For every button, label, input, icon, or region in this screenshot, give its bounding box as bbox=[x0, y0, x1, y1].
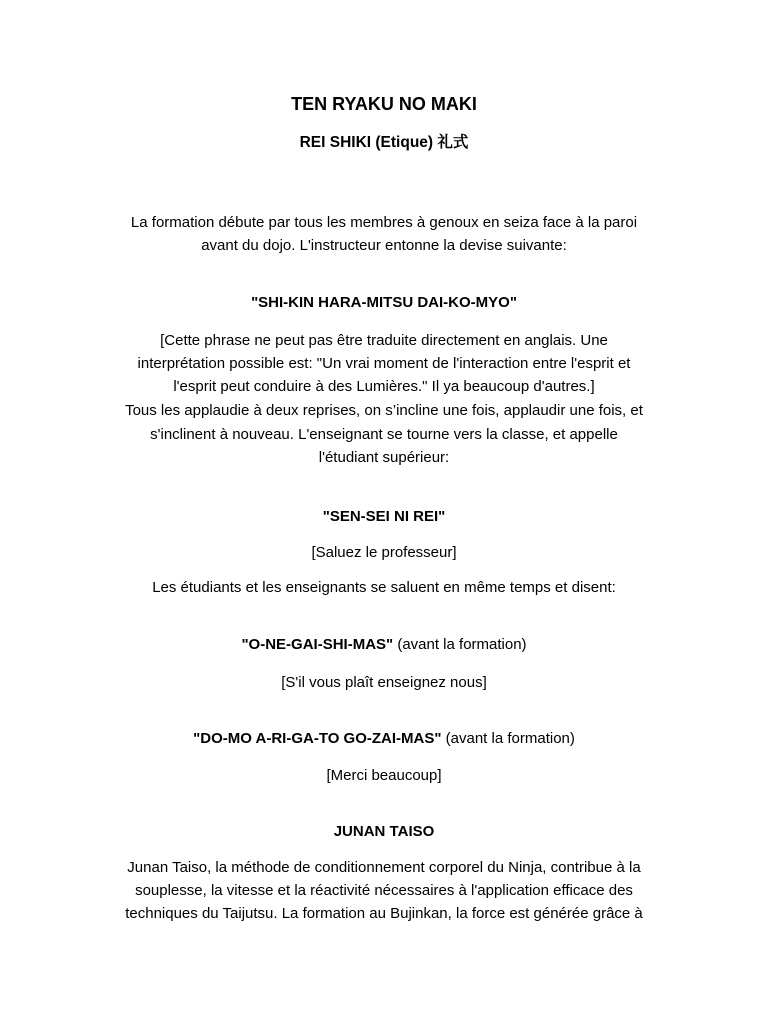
phrase-1-japanese: "O-NE-GAI-SHI-MAS" bbox=[241, 636, 394, 653]
sensei-translation: [Saluez le professeur] bbox=[311, 544, 457, 561]
motto: "SHI-KIN HARA-MITSU DAI-KO-MYO" bbox=[251, 294, 517, 311]
junan-line: souplesse, la vitesse et la réactivité nécessaires à l'application efficace des bbox=[135, 882, 633, 899]
phrase-2 bbox=[80, 727, 688, 750]
translation-line: interprétation possible est: "Un vrai moment de l'interaction entre l'esprit et bbox=[137, 355, 631, 372]
junan-line: Junan Taiso, la méthode de conditionnement corporel du Ninja, contribue à la bbox=[127, 859, 641, 876]
translation-line: l'étudiant supérieur: bbox=[318, 449, 450, 466]
junan-line: techniques du Taijutsu. La formation au Bujinkan, la force est générée grâce à bbox=[125, 905, 643, 922]
section-heading-junan-taiso: JUNAN TAISO bbox=[333, 823, 435, 840]
intro-line: La formation débute par tous les membres à genoux en seiza face à la paroi bbox=[130, 214, 638, 231]
phrase-2-japanese: "DO-MO A-RI-GA-TO GO-ZAI-MAS" bbox=[193, 730, 442, 747]
translation-line: Tous les applaudie à deux reprises, on s’incline une fois, applaudir une fois, et bbox=[125, 402, 643, 419]
translation-line: l'esprit peut conduire à des Lumières." Il ya beaucoup d'autres.] bbox=[173, 378, 595, 395]
translation-line: s'inclinent à nouveau. L'enseignant se tourne vers la classe, et appelle bbox=[150, 426, 618, 443]
intro-line: avant du dojo. L'instructeur entonne la devise suivante: bbox=[201, 237, 567, 254]
sensei-call: "SEN-SEI NI REI" bbox=[322, 508, 446, 525]
phrase-2-note: (avant la formation) bbox=[441, 730, 575, 747]
translation-line: [Cette phrase ne peut pas être traduite directement en anglais. Une bbox=[160, 332, 608, 349]
phrase-1-note: (avant la formation) bbox=[393, 636, 527, 653]
greeting-intro: Les étudiants et les enseignants se saluent en même temps et disent: bbox=[152, 579, 616, 596]
document-title: TEN RYAKU NO MAKI bbox=[291, 94, 477, 114]
document-subtitle: REI SHIKI (Etique) 礼式 bbox=[299, 134, 469, 151]
phrase-1-translation: [S'il vous plaît enseignez nous] bbox=[281, 674, 487, 691]
phrase-2-translation: [Merci beaucoup] bbox=[326, 767, 442, 784]
phrase-1 bbox=[80, 633, 688, 656]
